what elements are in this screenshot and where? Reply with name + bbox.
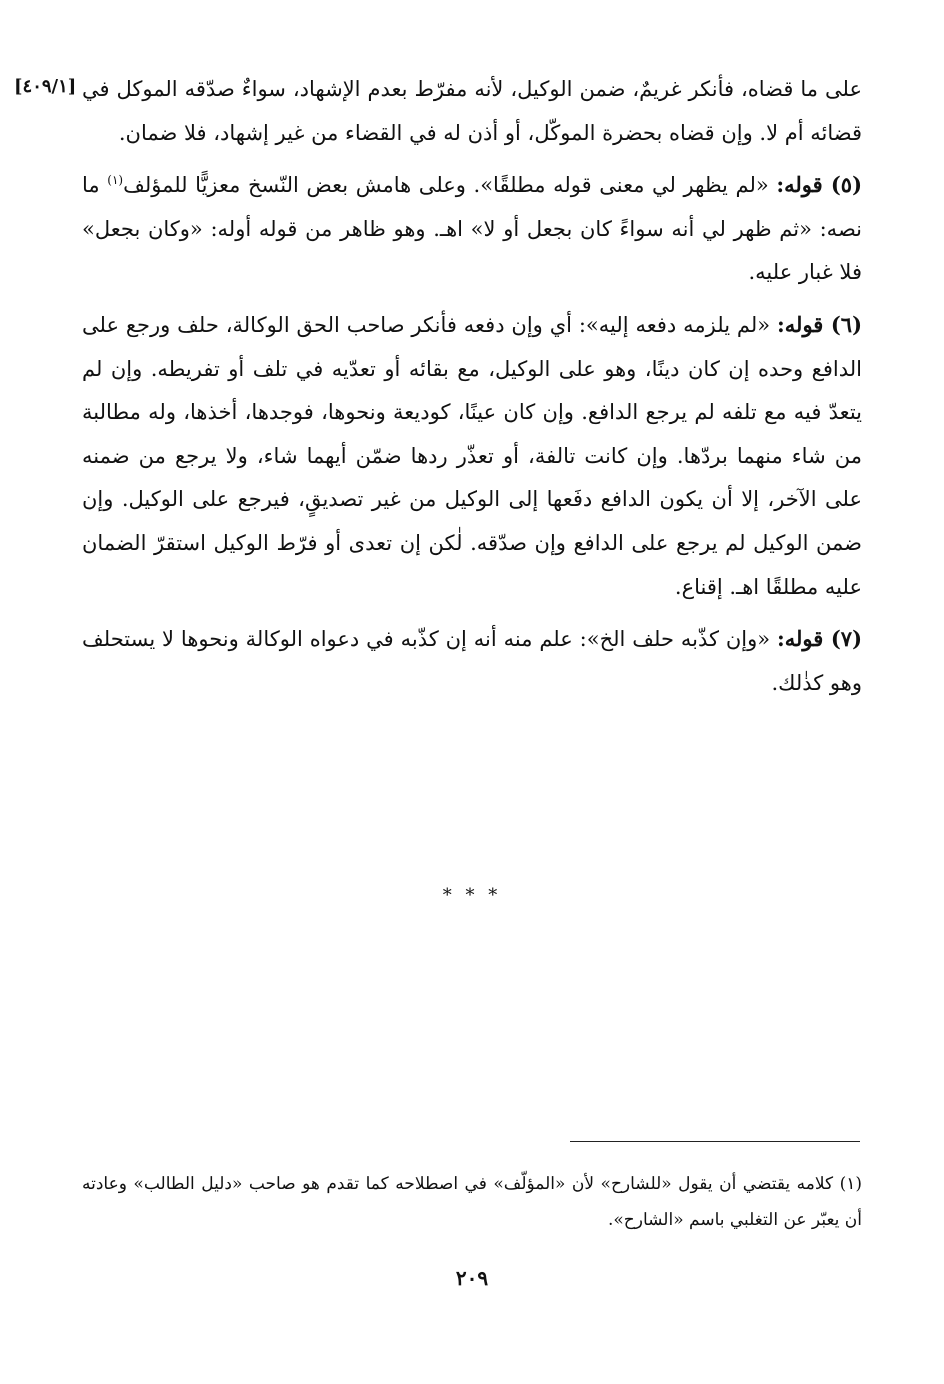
section-separator: * * * [442, 885, 502, 906]
main-text [82, 68, 862, 705]
paragraph-4-text: «وإن كذّبه حلف الخ»: علم منه أنه إن كذّبه في دعواه الوكالة ونحوها لا يستحلف وهو كذٰلك. [82, 627, 862, 695]
footnote [82, 1166, 862, 1238]
paragraph-3 [82, 303, 862, 609]
page-number: ٢٠٩ [455, 1266, 489, 1290]
paragraph-3-heading: (٦) قوله: [777, 311, 862, 337]
paragraph-2-heading: (٥) قوله: [776, 172, 863, 198]
footnote-number: (١) [839, 1174, 863, 1194]
paragraph-2-text-a: «لم يظهر لي معنى قوله مطلقًا». وعلى هامش بعض النّسخ معزيًّا للمؤلف [123, 173, 769, 198]
paragraph-1: على ما قضاه، فأنكر غريمٌ، ضمن الوكيل، لأنه مفرّط بعدم الإشهاد، سواءٌ صدّقه الموكل في قضائه أم لا. وإن قضاه بحضرة الموكّل، أو أذن له في القضاء من غير إشهاد، فلا ضمان. [82, 77, 862, 145]
paragraph-2-text-b: ما نصه: «ثم ظهر لي أنه سواءً كان بجعل أو لا» اهـ. وهو ظاهر من قوله أوله: «وكان بجعل» فلا غبار عليه. [82, 173, 862, 285]
paragraph-3-text: «لم يلزمه دفعه إليه»: أي وإن دفعه فأنكر صاحب الحق الوكالة، حلف ورجع على الدافع وحده إن كان دينًا، وهو على الوكيل، مع بقائه أو تعدّيه في تلف أو تفريطه. وإن لم يتعدّ فيه مع تلفه لم يرجع الدافع. وإن كان عينًا، كوديعة ونحوها، فوجدها، أخذها، وله مطالبة من شاء منهما بردّها. وإن كانت تالفة، أو تعذّر ردها ضمّن أيهما شاء، ولا يرجع من ضمنه على الآخر، إلا أن يكون الدافع دفَعها إلى الوكيل من غير تصديقٍ، فيرجع على الوكيل. وإن ضمن الوكيل لم يرجع على الدافع وإن صدّقه. لٰكن إن تعدى أو فرّط الوكيل استقرّ الضمان عليه مطلقًا اهـ. إقناع. [82, 312, 862, 599]
margin-marker: [٤٠٩/١] [14, 76, 77, 97]
paragraph-4-heading: (٧) قوله: [777, 626, 862, 652]
paragraph-4 [82, 617, 862, 705]
footnote-text: كلامه يقتضي أن يقول «للشارح» لأن «المؤلّف» في اصطلاحه كما تقدم هو صاحب «دليل الطالب» وعادته أن يعبّر عن التغلبي باسم «الشارح». [82, 1174, 862, 1230]
footnote-ref: (١) [107, 173, 124, 188]
footnote-rule [570, 1141, 860, 1142]
paragraph-2 [82, 163, 862, 295]
